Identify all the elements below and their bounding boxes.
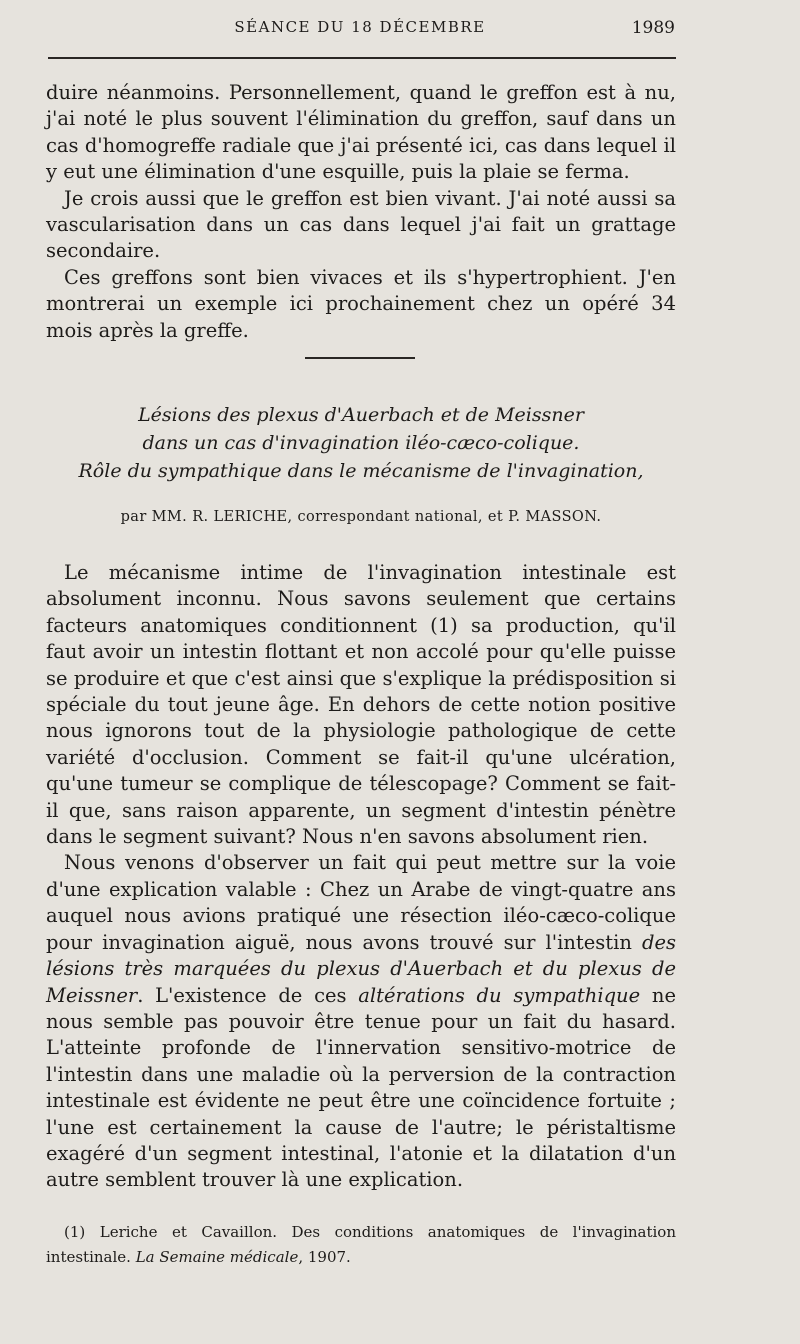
article-authors: par MM. R. LERICHE, correspondant national, et P. MASSON.	[120, 509, 602, 525]
paragraph-text: ne nous semble pas pouvoir être tenue pour un fait du hasard. L'atteinte profonde de l'innervation sensitivo-motrice de l'intestin dans une maladie où la perversion de la contraction intestinale est évidente ne peut être une coïncidence fortuite ; l'une est certainement la cause de l'autre; le péristaltisme exagéré d'un segment intestinal, l'atonie et la dilatation d'un autre semblent trouver là une explication.	[46, 983, 676, 1192]
paragraph: duire néanmoins. Personnellement, quand le greffon est à nu, j'ai noté le plus souvent l'élimination du greffon, sauf dans un cas d'homogreffe radiale que j'ai présenté ici, cas dans lequel il y eut une élimination d'une esquille, puis la plaie se ferma.	[46, 81, 676, 184]
paragraph	[46, 850, 676, 1193]
section-divider	[305, 357, 415, 359]
footnote-text	[46, 1220, 676, 1270]
footnote-year: , 1907.	[298, 1248, 351, 1266]
italic-emphasis: altérations du sympathique	[358, 983, 641, 1007]
article-title-line: Rôle du sympathique dans le mécanisme de l'invagination,	[78, 460, 644, 482]
italic-emphasis: des lésions très marquées du plexus d'Auerbach et du plexus de Meissner	[46, 930, 676, 1007]
article-body	[46, 560, 676, 1194]
footnote	[46, 1220, 676, 1270]
paragraph: Je crois aussi que le greffon est bien vivant. J'ai noté aussi sa vascularisation dans un cas dans lequel j'ai fait un grattage secondaire.	[46, 186, 676, 263]
article-title-line: dans un cas d'invagination iléo-cæco-colique.	[142, 432, 580, 454]
paragraph-text: Nous venons d'observer un fait qui peut mettre sur la voie d'une explication valable : Chez un Arabe de vingt-quatre ans auquel nous avions pratiqué une résection iléo-cæco-colique pour invagination aiguë, nous avons trouvé sur l'intestin	[46, 851, 676, 954]
paragraph-text: . L'existence de ces	[137, 983, 359, 1007]
previous-article-continuation	[46, 80, 676, 344]
header-rule	[48, 57, 676, 59]
article-title	[46, 401, 676, 485]
paragraph: Ces greffons sont bien vivaces et ils s'hypertrophient. J'en montrerai un exemple ici prochainement chez un opéré 34 mois après la greffe.	[46, 265, 676, 342]
journal-title: La Semaine médicale	[135, 1248, 299, 1266]
paragraph: Le mécanisme intime de l'invagination intestinale est absolument inconnu. Nous savons seulement que certains facteurs anatomiques conditionnent (1) sa production, qu'il faut avoir un intestin flottant et non accolé pour qu'elle puisse se produire et que c'est ainsi que s'explique la prédisposition si spéciale du tout jeune âge. En dehors de cette notion positive nous ignorons tout de la physiologie pathologique de cette variété d'occlusion. Comment se fait-il qu'une ulcération, qu'une tumeur se complique de télescopage? Comment se fait-il que, sans raison apparente, un segment d'intestin pénètre dans le segment suivant? Nous n'en savons absolument rien.	[46, 561, 676, 849]
header-title: SÉANCE DU 18 DÉCEMBRE	[234, 18, 486, 36]
article-title-line: Lésions des plexus d'Auerbach et de Meissner	[138, 404, 584, 426]
running-header	[40, 18, 680, 44]
page-number: 1989	[631, 18, 675, 38]
footnote-citation: (1) Leriche et Cavaillon. Des conditions anatomiques de l'invagination intestinale.	[46, 1223, 676, 1266]
